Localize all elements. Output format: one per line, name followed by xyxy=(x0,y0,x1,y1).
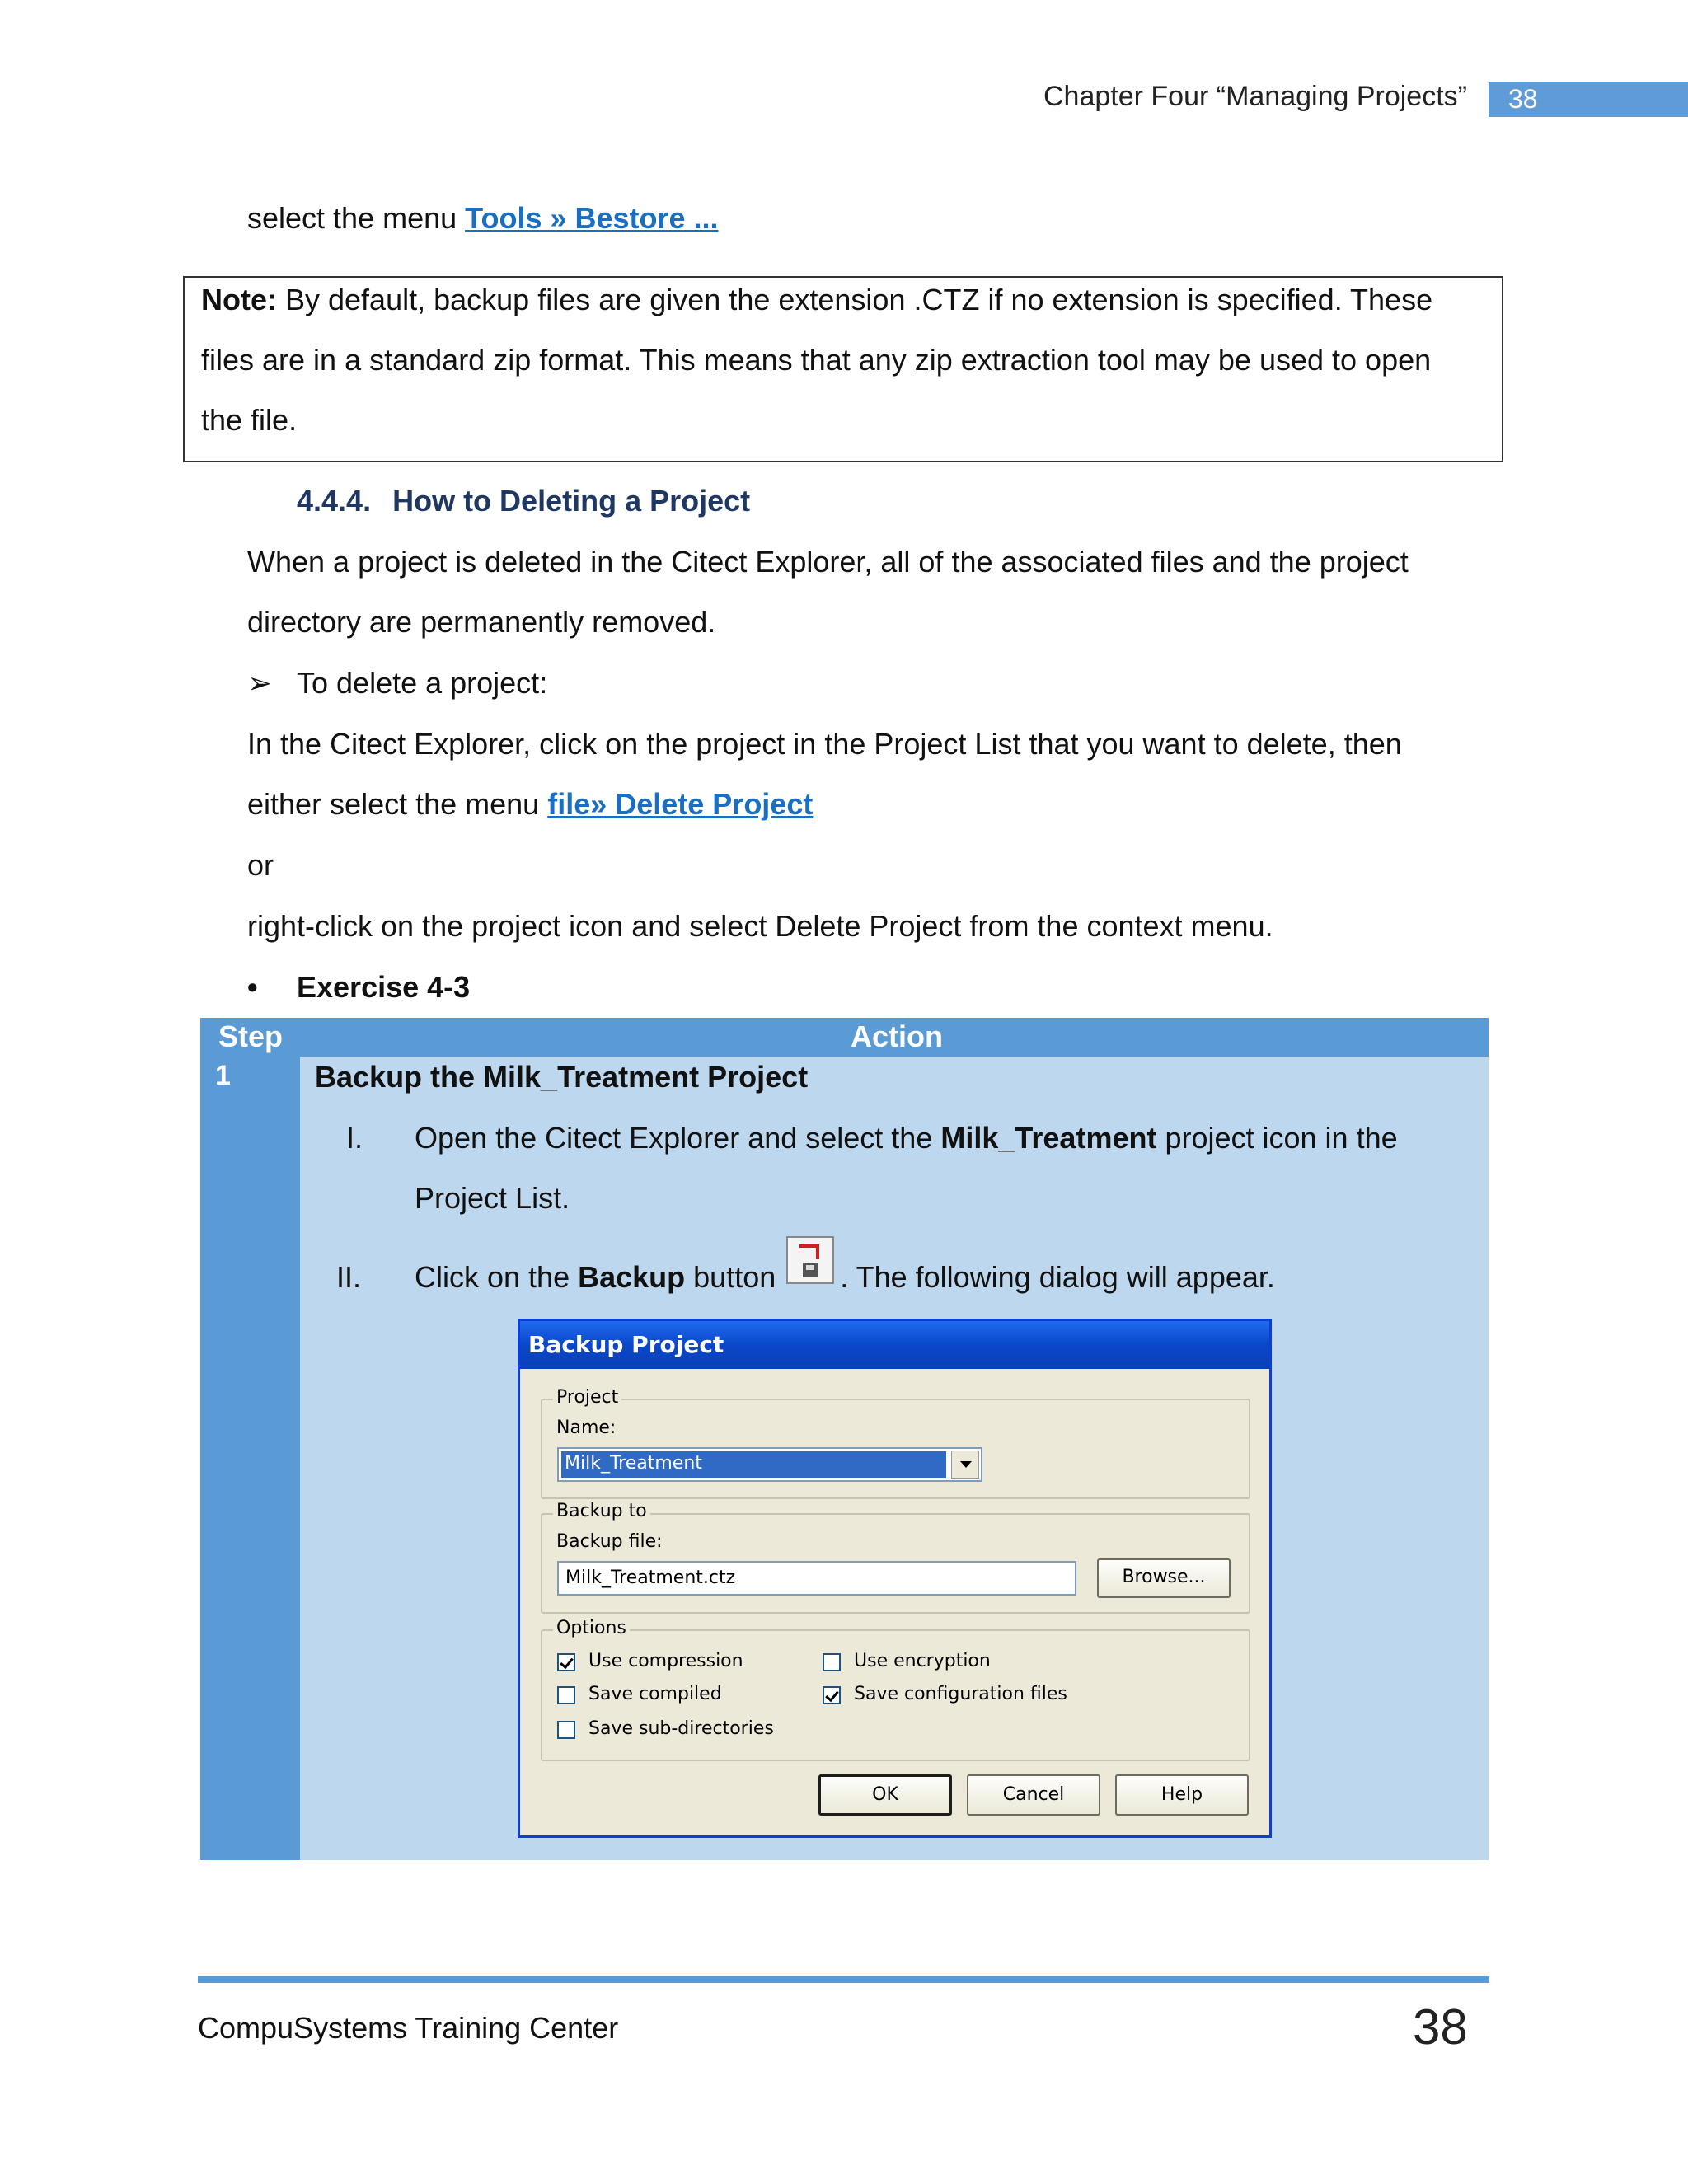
backup-arrow-glyph xyxy=(799,1244,819,1259)
action-title: Backup the Milk_Treatment Project xyxy=(315,1060,809,1094)
floppy-disk-glyph xyxy=(803,1263,818,1277)
tools-restore-link[interactable]: Tools » Bestore ... xyxy=(465,201,719,235)
step-line-2 xyxy=(247,787,813,822)
item-1-prefix: Open the Citect Explorer and select the xyxy=(415,1121,941,1155)
save-compiled-label: Save compiled xyxy=(588,1684,722,1704)
save-configuration-files-label: Save configuration files xyxy=(854,1684,1067,1704)
save-configuration-files-checkbox[interactable] xyxy=(823,1686,841,1704)
item-1-line-2: Project List. xyxy=(415,1181,570,1215)
note-box xyxy=(183,276,1503,462)
note-line-1 xyxy=(201,283,1432,317)
save-compiled-checkbox[interactable] xyxy=(557,1686,575,1704)
options-group-label: Options xyxy=(553,1618,630,1638)
browse-button[interactable]: Browse... xyxy=(1097,1558,1231,1598)
backup-to-group-label: Backup to xyxy=(553,1501,650,1521)
step-line-3: right-click on the project icon and select Delete Project from the context menu. xyxy=(247,909,1273,943)
project-name-selection xyxy=(561,1451,946,1478)
note-text-1: By default, backup files are given the extension .CTZ if no extension is specified. These xyxy=(277,283,1433,316)
chapter-title: Chapter Four “Managing Projects” xyxy=(1043,81,1467,112)
note-line-2: files are in a standard zip format. This means that any zip extraction tool may be used to open xyxy=(201,343,1432,377)
header-page-number: 38 xyxy=(1508,84,1538,114)
section-para-line-2: directory are permanently removed. xyxy=(247,605,716,639)
header-action: Action xyxy=(851,1019,943,1053)
section-para-line-1: When a project is deleted in the Citect Explorer, all of the associated files and the project xyxy=(247,545,1409,579)
backup-icon xyxy=(786,1236,834,1284)
table-header-row xyxy=(200,1018,1489,1057)
footer-organization: CompuSystems Training Center xyxy=(198,2011,619,2045)
header-page-badge xyxy=(1489,82,1688,117)
step-column xyxy=(200,1057,300,1860)
delete-bullet xyxy=(247,666,547,701)
use-encryption-label: Use encryption xyxy=(854,1651,991,1671)
delete-bullet-text: To delete a project: xyxy=(297,666,548,700)
backup-file-input[interactable] xyxy=(557,1561,1076,1596)
exercise-label: Exercise 4-3 xyxy=(297,970,471,1004)
intro-prefix: select the menu xyxy=(247,201,466,235)
name-label: Name: xyxy=(556,1418,617,1438)
item-2-numeral: II. xyxy=(336,1260,362,1294)
project-name-select[interactable] xyxy=(557,1447,982,1482)
exercise-bullet xyxy=(247,970,470,1005)
cancel-button[interactable]: Cancel xyxy=(967,1774,1100,1816)
project-name-value: Milk_Treatment xyxy=(565,1453,702,1474)
backup-project-dialog xyxy=(518,1319,1272,1838)
note-line-3: the file. xyxy=(201,403,298,437)
footer-page-number: 38 xyxy=(1413,1999,1468,2055)
backup-file-label: Backup file: xyxy=(556,1531,663,1552)
file-delete-project-link[interactable]: file» Delete Project xyxy=(547,787,814,821)
step-number: 1 xyxy=(215,1060,231,1091)
use-encryption-checkbox[interactable] xyxy=(823,1653,841,1671)
arrow-bullet-icon: ➢ xyxy=(247,666,273,700)
use-compression-checkbox[interactable] xyxy=(557,1653,575,1671)
section-heading xyxy=(297,484,750,518)
note-label: Note: xyxy=(201,283,277,316)
footer-rule xyxy=(198,1976,1489,1983)
item-1-numeral: I. xyxy=(346,1121,363,1155)
item-1-suffix: project icon in the xyxy=(1156,1121,1398,1155)
step-line-2-prefix: either select the menu xyxy=(247,787,548,821)
help-button[interactable]: Help xyxy=(1115,1774,1249,1816)
use-compression-label: Use compression xyxy=(588,1651,743,1671)
save-subdirectories-checkbox[interactable] xyxy=(557,1721,575,1739)
project-group-label: Project xyxy=(553,1387,621,1408)
header-step: Step xyxy=(218,1019,284,1053)
item-2-prefix: Click on the xyxy=(415,1260,579,1294)
item-1-bold: Milk_Treatment xyxy=(940,1121,1157,1155)
round-bullet-icon: • xyxy=(247,970,258,1004)
dialog-titlebar[interactable] xyxy=(520,1321,1269,1369)
section-number: 4.4.4. xyxy=(297,484,372,518)
ok-button[interactable]: OK xyxy=(818,1774,952,1816)
dialog-title: Backup Project xyxy=(528,1331,724,1358)
backup-file-value: Milk_Treatment.ctz xyxy=(565,1568,736,1588)
section-title: How to Deleting a Project xyxy=(392,484,751,518)
intro-line xyxy=(247,201,719,236)
step-line-1: In the Citect Explorer, click on the project in the Project List that you want to delete, then xyxy=(247,727,1402,761)
item-1-line-1 xyxy=(415,1121,1398,1155)
or-text: or xyxy=(247,848,274,882)
item-2-line xyxy=(415,1260,1275,1295)
chevron-down-icon[interactable] xyxy=(951,1451,979,1479)
item-2-bold: Backup xyxy=(578,1260,686,1294)
save-subdirectories-label: Save sub-directories xyxy=(588,1718,774,1739)
item-2-suffix: . The following dialog will appear. xyxy=(840,1260,1275,1294)
item-2-mid: button xyxy=(685,1260,785,1294)
